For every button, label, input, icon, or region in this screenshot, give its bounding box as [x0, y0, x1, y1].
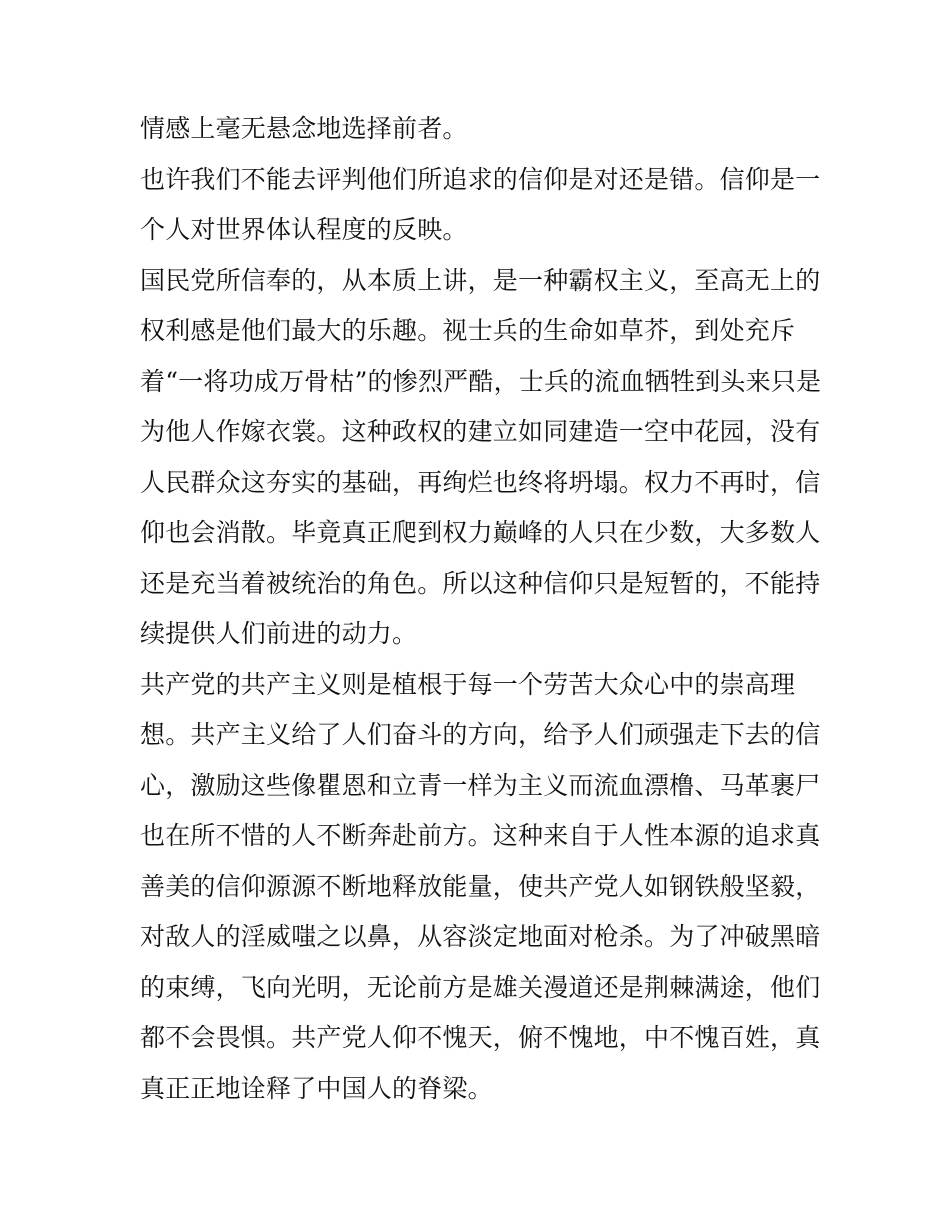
text-line: 想。共产主义给了人们奋斗的方向，给予人们顽强走下去的信 [140, 720, 821, 749]
text-line: 都不会畏惧。共产党人仰不愧天，俯不愧地，中不愧百姓，真 [140, 1023, 821, 1052]
text-line: 人民群众这夯实的基础，再绚烂也终将坍塌。权力不再时，信 [140, 467, 821, 497]
text-line: 情感上毫无悬念地选择前者。 [140, 114, 468, 143]
text-line: 还是充当着被统治的角色。所以这种信仰只是短暂的，不能持 [140, 568, 821, 598]
text-line: 国民党所信奉的，从本质上讲，是一种霸权主义，至高无上的 [140, 265, 821, 295]
text-line: 真正正地诠释了中国人的脊梁。 [140, 1073, 493, 1103]
text-line: 续提供人们前进的动力。 [140, 619, 418, 648]
essay-text-block [140, 104, 820, 1114]
text-line: 对敌人的淫威嗤之以鼻，从容淡定地面对枪杀。为了冲破黑暗 [140, 922, 821, 951]
text-line: 也许我们不能去评判他们所追求的信仰是对还是错。信仰是一 [140, 164, 821, 194]
text-line: 仰也会消散。毕竟真正爬到权力巅峰的人只在少数，大多数人 [140, 518, 821, 547]
text-line: 为他人作嫁衣裳。这种政权的建立如同建造一空中花园，没有 [140, 417, 821, 446]
text-line: 个人对世界体认程度的反映。 [140, 215, 468, 244]
text-line: 善美的信仰源源不断地释放能量，使共产党人如钢铁般坚毅， [140, 871, 821, 901]
text-line: 的束缚，飞向光明，无论前方是雄关漫道还是荆棘满途，他们 [140, 972, 821, 1002]
text-line: 着“一将功成万骨枯”的惨烈严酷，士兵的流血牺牲到头来只是 [140, 366, 822, 396]
text-line: 心，激励这些像瞿恩和立青一样为主义而流血漂橹、马革裹尸 [140, 770, 821, 800]
text-line: 共产党的共产主义则是植根于每一个劳苦大众心中的崇高理 [140, 669, 796, 699]
text-line: 也在所不惜的人不断奔赴前方。这种来自于人性本源的追求真 [140, 821, 821, 850]
text-line: 权利感是他们最大的乐趣。视士兵的生命如草芥，到处充斥 [140, 316, 796, 345]
